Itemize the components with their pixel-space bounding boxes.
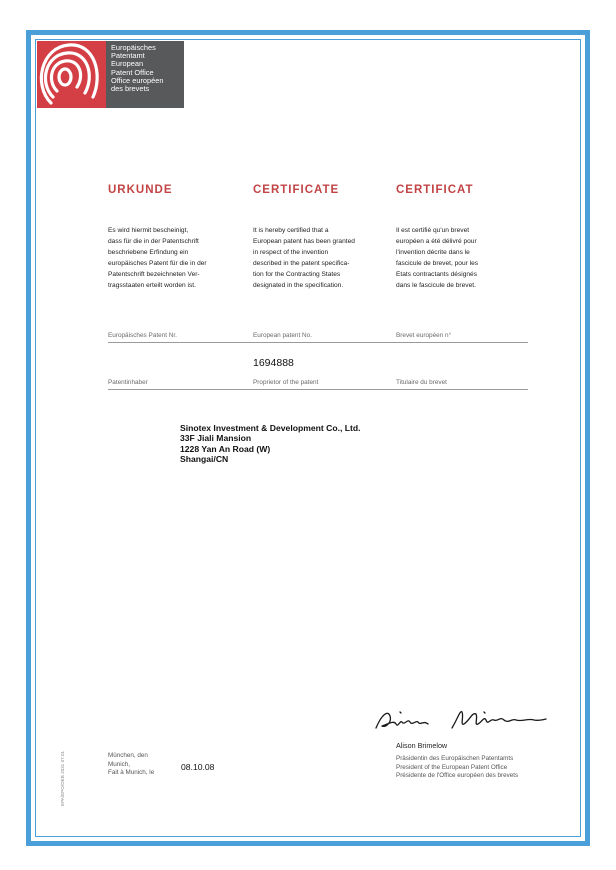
paragraph-fr [396, 225, 532, 292]
proprietor-address-line: Shangai/CN [180, 454, 229, 465]
proprietor-address [180, 423, 361, 465]
paragraph-de-line: europäisches Patent für die in der [108, 260, 207, 268]
heading-en: CERTIFICATE [253, 184, 340, 196]
patent-no-divider [108, 342, 528, 343]
logo-name-en-2: Patent Office [111, 67, 154, 77]
proprietor-label-de: Patentinhaber [108, 379, 148, 386]
signer-title-en: President of the European Patent Office [396, 763, 508, 771]
paragraph-de-line: tragsstaaten erteilt worden ist. [108, 282, 196, 290]
signature [374, 706, 550, 741]
paragraph-fr-line: dans le fascicule de brevet. [396, 282, 476, 290]
proprietor-name: Sinotex Investment & Development Co., Ltd. [180, 423, 361, 433]
epo-logo [37, 41, 184, 108]
proprietor-label-en: Proprietor of the patent [253, 379, 319, 386]
signer-name: Alison Brimelow [396, 741, 448, 750]
patent-number: 1694888 [253, 357, 294, 369]
place-label-en: Munich, [108, 760, 131, 768]
logo-name-en-1: European [111, 59, 144, 69]
paragraph-en-line: designated in the specification. [253, 282, 344, 290]
heading-de: URKUNDE [108, 184, 173, 196]
paragraph-de-line: Es wird hiermit bescheinigt, [108, 227, 189, 234]
proprietor-address-line: 1228 Yan An Road (W) [180, 443, 271, 454]
paragraph-de-line: dass für die in der Patentschrift [108, 238, 199, 246]
proprietor-label-fr: Titulaire du brevet [396, 379, 447, 386]
logo-name-fr-1: Office européen [111, 75, 164, 85]
patent-no-label-fr: Brevet européen n° [396, 332, 452, 339]
epo-logo-icon [37, 41, 106, 108]
signer-title-de: Präsidentin des Europäischen Patentamts [396, 755, 514, 762]
logo-name-de-2: Patentamt [111, 51, 145, 61]
heading-fr: CERTIFICAT [396, 184, 474, 196]
paragraph-en-line: It is hereby certified that a [253, 227, 329, 234]
logo-name-fr-2: des brevets [111, 84, 150, 94]
place-label [108, 752, 154, 778]
paragraph-en-line: in respect of the invention [253, 249, 329, 257]
proprietor-address-line: 33F Jiali Mansion [180, 433, 252, 444]
form-code: EPA/EPO/OEB 2031 07.01 [60, 750, 65, 806]
paragraph-en-line: described in the patent specifica- [253, 260, 350, 268]
signer-title [396, 755, 518, 781]
patent-no-label-en: European patent No. [253, 332, 312, 339]
signer-title-fr: Présidente de l'Office européen des brevets [396, 772, 519, 780]
paragraph-de-line: beschriebene Erfindung ein [108, 249, 189, 257]
paragraph-de-line: Patentschrift bezeichneten Ver- [108, 271, 200, 279]
paragraph-fr-line: fascicule de brevet, pour les [396, 260, 479, 268]
paragraph-en [253, 225, 389, 292]
paragraph-en-line: tion for the Contracting States [253, 271, 341, 279]
paragraph-fr-line: l'invention décrite dans le [396, 249, 470, 257]
logo-name-de-1: Europäisches [111, 43, 156, 52]
paragraph-fr-line: Il est certifié qu'un brevet [396, 227, 470, 234]
paragraph-fr-line: Etats contractants désignés [396, 271, 478, 279]
place-label-fr: Fait à Munich, le [108, 769, 155, 777]
patent-no-label-de: Europäisches Patent Nr. [108, 332, 177, 339]
place-label-de: München, den [108, 752, 148, 759]
proprietor-divider [108, 389, 528, 390]
paragraph-fr-line: européen a été délivré pour [396, 238, 477, 246]
paragraph-en-line: European patent has been granted [253, 238, 355, 246]
epo-logo-text [106, 41, 184, 108]
paragraph-de [108, 225, 244, 292]
issue-date: 08.10.08 [181, 762, 215, 772]
